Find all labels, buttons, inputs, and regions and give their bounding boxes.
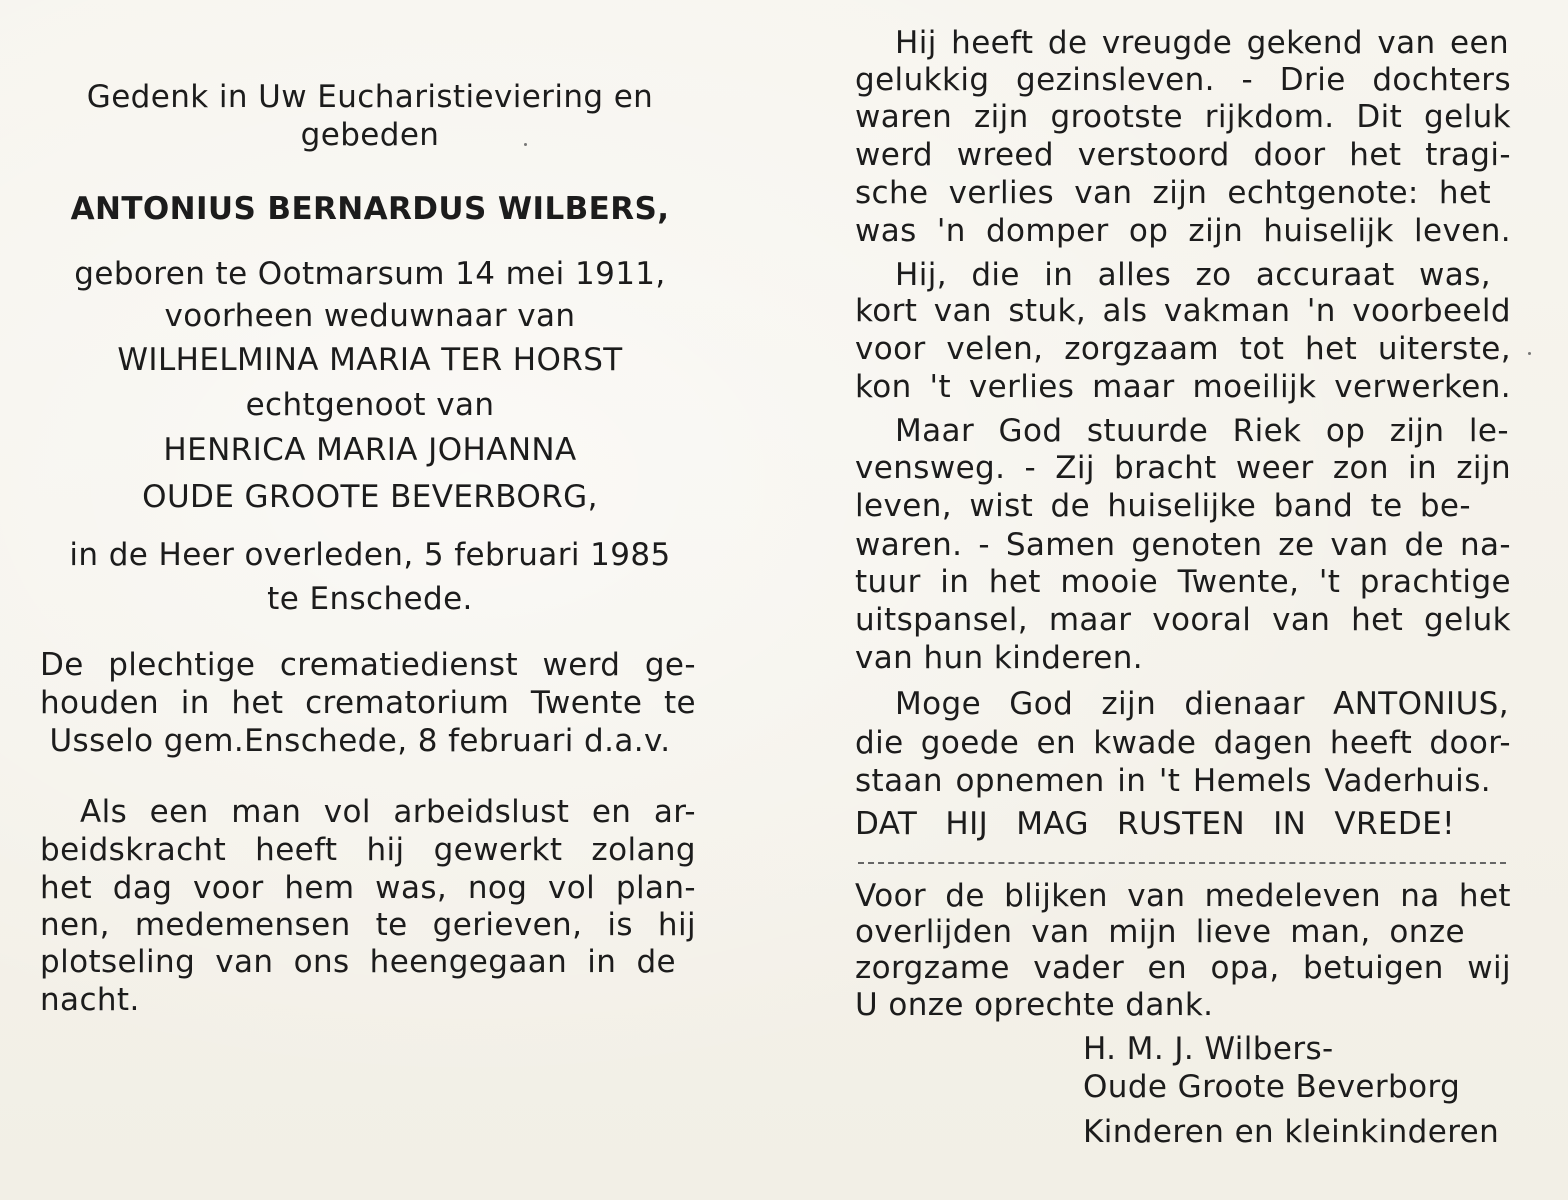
paragraph-line: voor velen, zorgzaam tot het uiterste, — [855, 331, 1511, 367]
death-line-1: in de Heer overleden, 5 februari 1985 — [69, 537, 671, 573]
signature-line: H. M. J. Wilbers- — [1083, 1031, 1334, 1067]
thanks-line: U onze oprechte dank. — [855, 987, 1214, 1023]
closing-line: DAT HIJ MAG RUSTEN IN VREDE! — [855, 806, 1455, 842]
paragraph-line: Hij heeft de vreugde gekend van een — [895, 25, 1509, 61]
thanks-line: overlijden van mijn lieve man, onze — [855, 914, 1465, 950]
widower-line: voorheen weduwnaar van — [164, 298, 576, 334]
paragraph-line: Moge God zijn dienaar ANTONIUS, — [895, 686, 1509, 722]
paragraph-line: die goede en kwade dagen heeft door- — [855, 725, 1511, 761]
service-line: Usselo gem.Enschede, 8 februari d.a.v. — [49, 723, 671, 759]
intro-line-2: gebeden — [300, 117, 440, 153]
paragraph-line: werd wreed verstoord door het tragi- — [855, 137, 1511, 173]
wife-name-line-2: OUDE GROOTE BEVERBORG, — [142, 479, 598, 515]
life-line: nen, medemensen te gerieven, is hij — [40, 907, 696, 943]
paragraph-line: sche verlies van zijn echtgenote: het — [855, 175, 1491, 211]
signature-line: Oude Groote Beverborg — [1083, 1069, 1461, 1105]
service-line: houden in het crematorium Twente te — [40, 685, 696, 721]
paragraph-line: waren zijn grootste rijkdom. Dit geluk — [855, 99, 1511, 135]
wife-name-line-1: HENRICA MARIA JOHANNA — [163, 432, 577, 468]
paragraph-line: kort van stuk, als vakman 'n voorbeeld — [855, 293, 1511, 329]
section-divider — [858, 862, 1506, 864]
print-speck — [1528, 352, 1531, 355]
print-speck — [524, 143, 527, 146]
thanks-line: zorgzame vader en opa, betuigen wij — [855, 950, 1511, 986]
paragraph-line: tuur in het mooie Twente, 't prachtige — [855, 564, 1511, 600]
intro-line-1: Gedenk in Uw Eucharistieviering en — [86, 79, 654, 115]
paragraph-line: gelukkig gezinsleven. - Drie dochters — [855, 62, 1511, 98]
death-line-2: te Enschede. — [267, 581, 473, 617]
service-line: De plechtige crematiedienst werd ge- — [40, 647, 696, 683]
first-wife-name: WILHELMINA MARIA TER HORST — [117, 342, 623, 378]
thanks-line: Voor de blijken van medeleven na het — [855, 878, 1511, 914]
life-line: het dag voor hem was, nog vol plan- — [40, 870, 696, 906]
paragraph-line: leven, wist de huiselijke band te be- — [855, 488, 1471, 524]
paragraph-line: uitspansel, maar vooral van het geluk — [855, 602, 1511, 638]
paragraph-line: was 'n domper op zijn huiselijk leven. — [855, 213, 1511, 249]
paragraph-line: waren. - Samen genoten ze van de na- — [855, 527, 1511, 563]
paragraph-line: staan opnemen in 't Hemels Vaderhuis. — [855, 763, 1491, 799]
paragraph-line: kon 't verlies maar moeilijk verwerken. — [855, 369, 1511, 405]
life-line: Als een man vol arbeidslust en ar- — [80, 794, 696, 830]
paragraph-line: Hij, die in alles zo accuraat was, — [895, 257, 1491, 293]
life-line: beidskracht heeft hij gewerkt zolang — [40, 832, 696, 868]
deceased-name: ANTONIUS BERNARDUS WILBERS, — [70, 191, 670, 227]
paragraph-line: Maar God stuurde Riek op zijn le- — [895, 413, 1509, 449]
birth-line: geboren te Ootmarsum 14 mei 1911, — [74, 256, 666, 292]
spouse-of-line: echtgenoot van — [245, 387, 495, 423]
signature-line: Kinderen en kleinkinderen — [1083, 1114, 1500, 1150]
life-line: plotseling van ons heengegaan in de — [40, 944, 676, 980]
paragraph-line: vensweg. - Zij bracht weer zon in zijn — [855, 450, 1511, 486]
paragraph-line: van hun kinderen. — [855, 640, 1144, 676]
life-line: nacht. — [40, 982, 140, 1018]
